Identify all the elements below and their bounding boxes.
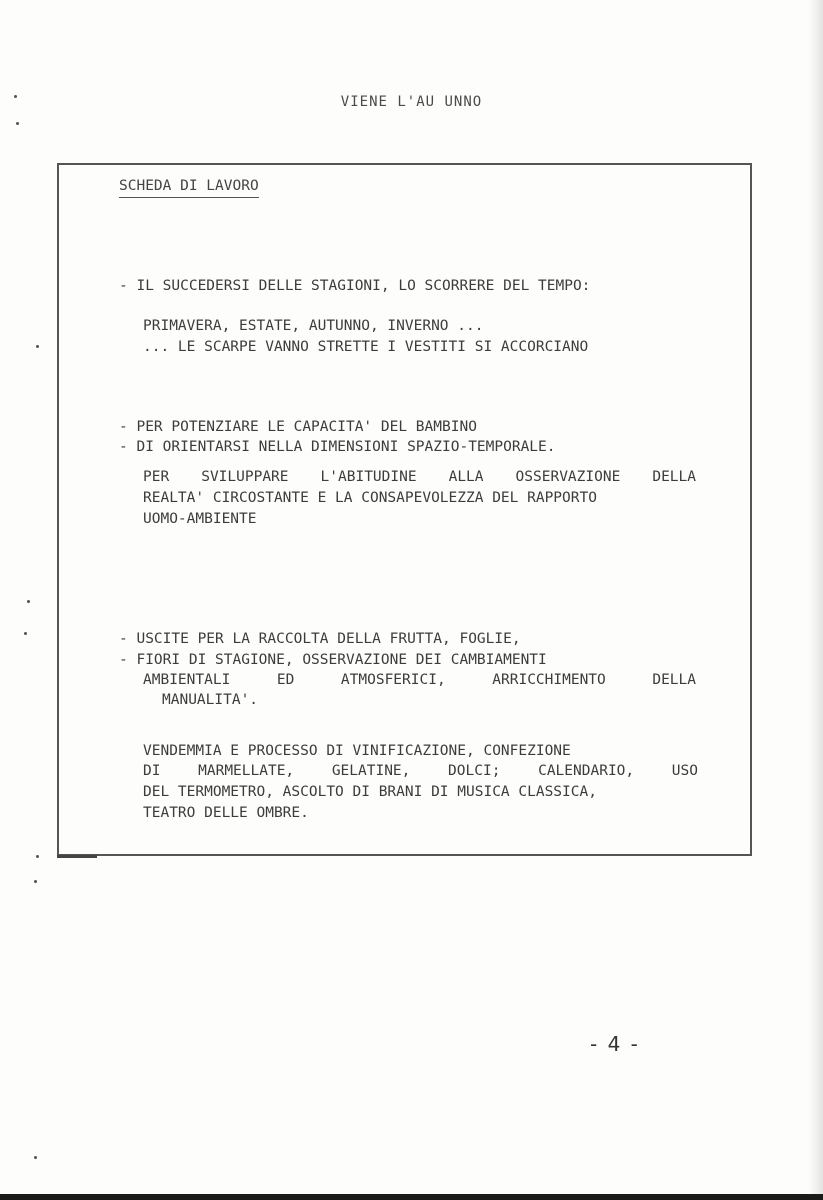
margin-speck	[16, 122, 19, 125]
section3-line5: VENDEMMIA E PROCESSO DI VINIFICAZIONE, CONFEZIONE	[143, 743, 571, 759]
section1-line1: - IL SUCCEDERSI DELLE STAGIONI, LO SCORRERE DEL TEMPO:	[119, 278, 591, 294]
page-edge-shadow	[809, 0, 823, 1200]
margin-speck	[34, 880, 37, 883]
section3-line1: - USCITE PER LA RACCOLTA DELLA FRUTTA, FOGLIE,	[119, 631, 521, 647]
section3-line3: AMBIENTALI ED ATMOSFERICI, ARRICCHIMENTO DELLA	[143, 672, 696, 688]
section2-line5: UOMO-AMBIENTE	[143, 511, 257, 527]
margin-speck	[34, 1156, 37, 1159]
section3-line6: DI MARMELLATE, GELATINE, DOLCI; CALENDARIO, USO	[143, 763, 698, 779]
section3-line4: MANUALITA'.	[162, 692, 259, 708]
section2-line4: REALTA' CIRCOSTANTE E LA CONSAPEVOLEZZA DEL RAPPORTO	[143, 490, 597, 506]
section2-line3: PER SVILUPPARE L'ABITUDINE ALLA OSSERVAZIONE DELLA	[143, 469, 696, 485]
margin-speck	[24, 632, 27, 635]
section3-line8: TEATRO DELLE OMBRE.	[143, 805, 309, 821]
page-number: - 4 -	[590, 1032, 640, 1056]
margin-speck	[36, 855, 39, 858]
section3-line7: DEL TERMOMETRO, ASCOLTO DI BRANI DI MUSICA CLASSICA,	[143, 784, 597, 800]
margin-speck	[36, 345, 39, 348]
section2-line1: - PER POTENZIARE LE CAPACITA' DEL BAMBINO	[119, 419, 477, 435]
section3-line2: - FIORI DI STAGIONE, OSSERVAZIONE DEI CAMBIAMENTI	[119, 652, 547, 668]
document-title: VIENE L'AU UNNO	[340, 94, 483, 110]
section1-line3: ... LE SCARPE VANNO STRETTE I VESTITI SI ACCORCIANO	[143, 339, 589, 355]
worksheet-heading: SCHEDA DI LAVORO	[119, 176, 259, 198]
margin-speck	[27, 600, 30, 603]
section1-line2: PRIMAVERA, ESTATE, AUTUNNO, INVERNO ...	[143, 318, 484, 334]
section2-line2: - DI ORIENTARSI NELLA DIMENSIONI SPAZIO-TEMPORALE.	[119, 439, 556, 455]
page-bottom-edge	[0, 1194, 823, 1200]
